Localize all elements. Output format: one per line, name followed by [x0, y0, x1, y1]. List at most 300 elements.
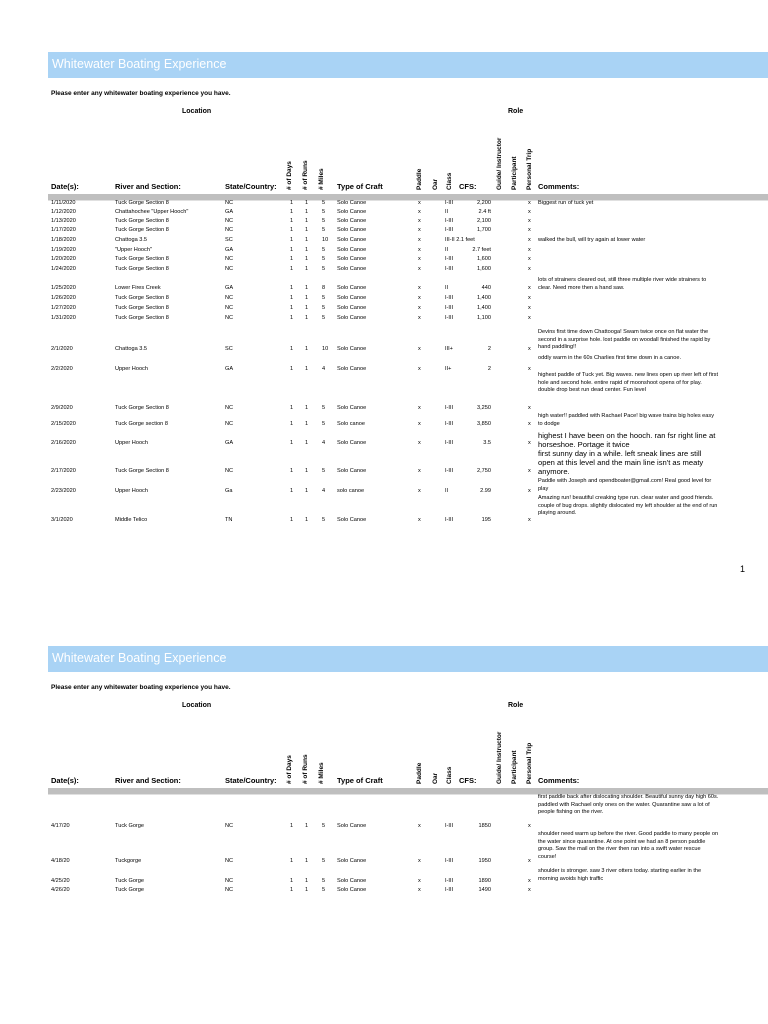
cell-runs: 1: [305, 887, 309, 893]
cell-days: 1: [290, 237, 294, 243]
cell-cfs: 1,600: [477, 266, 491, 272]
cell-date: 2/23/2020: [51, 488, 76, 494]
cell-personal-trip: x: [528, 218, 531, 224]
cell-craft: Solo Canoe: [337, 823, 367, 829]
header-miles: # Miles: [318, 762, 325, 784]
cell-craft: Solo Canoe: [337, 315, 367, 321]
cell-craft: Solo Canoe: [337, 209, 367, 215]
cell-paddle: x: [418, 405, 421, 411]
cell-runs: 1: [305, 878, 309, 884]
cell-river: Tuck Gorge Section 8: [115, 305, 169, 311]
cell-river: Tuck Gorge: [115, 887, 145, 893]
cell-miles: 5: [322, 256, 326, 262]
cell-paddle: x: [418, 247, 421, 253]
cell-date: 1/19/2020: [51, 247, 76, 253]
cell-days: 1: [290, 421, 294, 427]
cell-state: Ga: [225, 488, 233, 494]
cell-date: 2/15/2020: [51, 421, 76, 427]
header-paddle: Paddle: [416, 762, 423, 784]
cell-miles: 5: [322, 878, 326, 884]
cell-class: I-III: [445, 405, 454, 411]
cell-runs: 1: [305, 266, 309, 272]
cell-comment: Devins first time down Chattooga! Swam twice once on flat water the second in a surprise hole. lost paddle on woodall finished the rapid by hand paddling!!: [538, 329, 711, 351]
cell-days: 1: [290, 295, 294, 301]
cell-days: 1: [290, 517, 294, 523]
cell-river: "Upper Hooch": [115, 247, 152, 253]
cell-cfs: 1,600: [477, 256, 491, 262]
cell-runs: 1: [305, 366, 309, 372]
cell-days: 1: [290, 305, 294, 311]
cell-paddle: x: [418, 227, 421, 233]
cell-personal-trip: x: [528, 305, 531, 311]
cell-class: I-III: [445, 468, 454, 474]
cell-paddle: x: [418, 517, 421, 523]
header-comments: Comments:: [538, 182, 580, 191]
cell-class: I-III: [445, 305, 454, 311]
cell-date: 1/25/2020: [51, 285, 76, 291]
cell-comment: Paddle with Joseph and opendboater@gmail.com! Real good level for play: [538, 478, 712, 492]
cell-craft: Solo Canoe: [337, 237, 367, 243]
cell-runs: 1: [305, 315, 309, 321]
cell-paddle: x: [418, 315, 421, 321]
section-title: Whitewater Boating Experience: [52, 57, 227, 71]
cell-cfs: 1890: [478, 878, 491, 884]
cell-date: 2/17/2020: [51, 468, 76, 474]
header-craft: Type of Craft: [337, 776, 383, 785]
cell-days: 1: [290, 285, 294, 291]
cell-days: 1: [290, 315, 294, 321]
cell-personal-trip: x: [528, 285, 531, 291]
cell-runs: 1: [305, 227, 309, 233]
cell-miles: 8: [322, 285, 326, 291]
cell-paddle: x: [418, 200, 421, 206]
cell-days: 1: [290, 488, 294, 494]
cell-date: 1/17/2020: [51, 227, 76, 233]
cell-miles: 5: [322, 247, 326, 253]
cell-runs: 1: [305, 517, 309, 523]
cell-paddle: x: [418, 366, 421, 372]
cell-cfs: 2.4 ft: [478, 209, 491, 215]
cell-craft: Solo Canoe: [337, 405, 367, 411]
cell-craft: Solo Canoe: [337, 440, 367, 446]
cell-class: II: [445, 488, 449, 494]
cell-days: 1: [290, 256, 294, 262]
cell-class: III+: [445, 346, 453, 352]
cell-personal-trip: x: [528, 823, 531, 829]
cell-runs: 1: [305, 237, 309, 243]
cell-miles: 5: [322, 887, 326, 893]
cell-class: I-III: [445, 227, 454, 233]
cell-comment: Biggest run of tuck yet: [538, 200, 594, 206]
section-banner: [48, 646, 768, 672]
cell-river: Chattoga 3.5: [115, 237, 148, 243]
cell-craft: Solo Canoe: [337, 305, 367, 311]
cell-personal-trip: x: [528, 346, 531, 352]
header-state: State/Country:: [225, 182, 277, 191]
cell-craft: Solo Canoe: [337, 295, 367, 301]
cell-river: Tuck Gorge section 8: [115, 421, 168, 427]
cell-state: TN: [225, 517, 233, 523]
cell-class: I-III: [445, 421, 454, 427]
cell-state: NC: [225, 266, 234, 272]
cell-state: NC: [225, 315, 234, 321]
cell-craft: Solo Canoe: [337, 468, 367, 474]
cell-comment: first paddle back after dislocating shoulder. Beautiful sunny day high 60s. paddled with Rachael only ones on the water. Quarantine saw a lot of people fishing on the river.: [538, 794, 719, 816]
group-role: Role: [508, 108, 524, 115]
header-oar: Oar: [432, 772, 439, 784]
cell-state: NC: [225, 468, 234, 474]
cell-personal-trip: x: [528, 266, 531, 272]
cell-state: NC: [225, 823, 234, 829]
cell-cfs: 2,200: [477, 200, 491, 206]
cell-comment: walked the bull, will try again at lower water: [538, 237, 646, 243]
cell-paddle: x: [418, 305, 421, 311]
cell-date: 4/25/20: [51, 878, 70, 884]
cell-cfs: 440: [481, 285, 491, 291]
cell-river: Chattoga 3.5: [115, 346, 148, 352]
cell-runs: 1: [305, 305, 309, 311]
cell-class: I-III: [445, 200, 454, 206]
cell-class: III-II 2.1 feet: [445, 237, 475, 243]
cell-river: Tuck Gorge: [115, 823, 145, 829]
header-comments: Comments:: [538, 776, 580, 785]
cell-craft: Solo Canoe: [337, 256, 367, 262]
header-cfs: CFS:: [459, 182, 477, 191]
cell-river: Tuck Gorge Section 8: [115, 227, 169, 233]
header-guide: Guide/ Instructor: [496, 137, 503, 190]
cell-miles: 4: [322, 440, 326, 446]
cell-cfs: 2: [487, 366, 491, 372]
cell-river: Tuck Gorge Section 8: [115, 200, 169, 206]
cell-craft: Solo Canoe: [337, 517, 367, 523]
cell-craft: Solo Canoe: [337, 887, 367, 893]
cell-class: II: [445, 247, 449, 253]
cell-miles: 5: [322, 858, 326, 864]
cell-river: Tuckgorge: [115, 858, 142, 864]
header-personal: Personal Trip: [526, 148, 533, 190]
cell-class: II+: [445, 366, 452, 372]
cell-runs: 1: [305, 209, 309, 215]
cell-miles: 5: [322, 227, 326, 233]
cell-personal-trip: x: [528, 209, 531, 215]
cell-days: 1: [290, 346, 294, 352]
cell-date: 4/26/20: [51, 887, 70, 893]
cell-miles: 4: [322, 488, 326, 494]
cell-runs: 1: [305, 200, 309, 206]
cell-days: 1: [290, 878, 294, 884]
cell-days: 1: [290, 266, 294, 272]
cell-runs: 1: [305, 468, 309, 474]
section-banner: [48, 52, 768, 78]
cell-state: SC: [225, 346, 233, 352]
cell-date: 1/13/2020: [51, 218, 76, 224]
cell-craft: Solo Canoe: [337, 218, 367, 224]
cell-miles: 10: [322, 346, 329, 352]
cell-date: 1/26/2020: [51, 295, 76, 301]
cell-craft: Solo canoe: [337, 421, 365, 427]
cell-personal-trip: x: [528, 405, 531, 411]
cell-date: 2/2/2020: [51, 366, 73, 372]
cell-cfs: 195: [481, 517, 491, 523]
cell-paddle: x: [418, 878, 421, 884]
cell-river: Tuck Gorge Section 8: [115, 468, 169, 474]
cell-river: Tuck Gorge Section 8: [115, 266, 169, 272]
cell-personal-trip: x: [528, 488, 531, 494]
header-class: Class: [446, 172, 453, 190]
cell-class: I-III: [445, 858, 454, 864]
header-runs: # of Runs: [302, 754, 309, 784]
cell-date: 4/17/20: [51, 823, 70, 829]
cell-comment: highest paddle of Tuck yet. Big waves. new lines open up river left of first hole and second hole. entire rapid of moonshoot opens of for play. double drop best run dead center. Fun level: [538, 372, 719, 394]
cell-river: Lower Fires Creek: [115, 285, 161, 291]
header-date: Date(s):: [51, 776, 79, 785]
cell-days: 1: [290, 227, 294, 233]
cell-paddle: x: [418, 823, 421, 829]
cell-personal-trip: x: [528, 315, 531, 321]
cell-miles: 10: [322, 237, 329, 243]
cell-class: I-III: [445, 887, 454, 893]
header-date: Date(s):: [51, 182, 79, 191]
cell-personal-trip: x: [528, 468, 531, 474]
cell-personal-trip: x: [528, 421, 531, 427]
cell-craft: Solo Canoe: [337, 366, 367, 372]
cell-cfs: 1490: [478, 887, 491, 893]
cell-state: NC: [225, 858, 234, 864]
cell-runs: 1: [305, 488, 309, 494]
cell-craft: Solo Canoe: [337, 227, 367, 233]
cell-comment: shoulder is stronger. saw 3 river otters today. starting earlier in the morning avoids high traffic: [538, 868, 702, 882]
cell-comment: shoulder need warm up before the river. Good paddle to many people on the water since quarantine. At one point we had an 8 person paddle group. Saw the mail on the river then ran into a swift water rescue course!: [538, 831, 719, 860]
header-class: Class: [446, 766, 453, 784]
cell-craft: Solo Canoe: [337, 858, 367, 864]
cell-personal-trip: x: [528, 878, 531, 884]
cell-class: I-III: [445, 256, 454, 262]
cell-river: Upper Hooch: [115, 366, 148, 372]
cell-miles: 5: [322, 218, 326, 224]
cell-miles: 5: [322, 405, 326, 411]
header-river: River and Section:: [115, 776, 181, 785]
cell-state: SC: [225, 237, 233, 243]
header-paddle: Paddle: [416, 168, 423, 190]
cell-state: NC: [225, 421, 234, 427]
cell-comment: highest I have been on the hooch. ran fsr right line at horseshoe. Portage it twice: [538, 431, 716, 449]
cell-class: I-III: [445, 823, 454, 829]
cell-paddle: x: [418, 887, 421, 893]
cell-personal-trip: x: [528, 440, 531, 446]
header-miles: # Miles: [318, 168, 325, 190]
cell-craft: solo canoe: [337, 488, 365, 494]
cell-class: I-III: [445, 878, 454, 884]
cell-paddle: x: [418, 285, 421, 291]
cell-days: 1: [290, 468, 294, 474]
cell-river: Tuck Gorge Section 8: [115, 218, 169, 224]
cell-cfs: 1,100: [477, 315, 491, 321]
cell-class: I-III: [445, 295, 454, 301]
header-craft: Type of Craft: [337, 182, 383, 191]
cell-state: GA: [225, 285, 234, 291]
cell-river: Upper Hooch: [115, 488, 148, 494]
cell-personal-trip: x: [528, 517, 531, 523]
cell-state: NC: [225, 405, 234, 411]
cell-days: 1: [290, 209, 294, 215]
cell-runs: 1: [305, 858, 309, 864]
cell-miles: 5: [322, 517, 326, 523]
cell-cfs: 1,400: [477, 305, 491, 311]
cell-date: 3/1/2020: [51, 517, 73, 523]
cell-date: 1/31/2020: [51, 315, 76, 321]
cell-river: Tuck Gorge Section 8: [115, 405, 169, 411]
cell-personal-trip: x: [528, 295, 531, 301]
cell-state: GA: [225, 440, 234, 446]
cell-runs: 1: [305, 346, 309, 352]
cell-craft: Solo Canoe: [337, 878, 367, 884]
cell-comment: lots of strainers cleared out, still three multiple river wide strainers to clear. Need more then a hand saw.: [538, 277, 707, 291]
cell-date: 1/18/2020: [51, 237, 76, 243]
cell-runs: 1: [305, 405, 309, 411]
cell-personal-trip: x: [528, 256, 531, 262]
cell-miles: 5: [322, 295, 326, 301]
cell-days: 1: [290, 218, 294, 224]
cell-craft: Solo Canoe: [337, 247, 367, 253]
cell-paddle: x: [418, 440, 421, 446]
cell-state: NC: [225, 218, 234, 224]
cell-date: 4/18/20: [51, 858, 70, 864]
cell-runs: 1: [305, 247, 309, 253]
cell-paddle: x: [418, 421, 421, 427]
cell-personal-trip: x: [528, 227, 531, 233]
cell-river: Middle Telico: [115, 517, 148, 523]
group-location: Location: [182, 702, 212, 709]
cell-river: Tuck Gorge Section 8: [115, 315, 169, 321]
cell-personal-trip: x: [528, 887, 531, 893]
cell-comment: first sunny day in a while. left sneak lines are still open at this level and the main line isn't as meaty anymore.: [538, 449, 704, 476]
header-runs: # of Runs: [302, 160, 309, 190]
cell-personal-trip: x: [528, 200, 531, 206]
cell-cfs: 3,850: [477, 421, 491, 427]
cell-miles: 5: [322, 266, 326, 272]
header-river: River and Section:: [115, 182, 181, 191]
cell-paddle: x: [418, 237, 421, 243]
cell-paddle: x: [418, 488, 421, 494]
cell-runs: 1: [305, 285, 309, 291]
cell-days: 1: [290, 366, 294, 372]
group-role: Role: [508, 702, 524, 709]
cell-miles: 5: [322, 421, 326, 427]
cell-class: II: [445, 285, 449, 291]
cell-cfs: 1950: [478, 858, 491, 864]
cell-class: I-III: [445, 440, 454, 446]
cell-state: NC: [225, 256, 234, 262]
cell-paddle: x: [418, 468, 421, 474]
cell-river: Tuck Gorge Section 8: [115, 295, 169, 301]
cell-craft: Solo Canoe: [337, 346, 367, 352]
cell-comment: Amazing run! beautiful creaking type run. clear water and good friends. couple of bug drops. slightly dislocated my left shoulder at the end of run playing around.: [538, 495, 718, 517]
cell-paddle: x: [418, 266, 421, 272]
cell-date: 1/27/2020: [51, 305, 76, 311]
header-guide: Guide/ Instructor: [496, 731, 503, 784]
cell-date: 2/1/2020: [51, 346, 73, 352]
cell-class: I-III: [445, 517, 454, 523]
cell-miles: 5: [322, 305, 326, 311]
cell-state: NC: [225, 227, 234, 233]
cell-class: I-III: [445, 315, 454, 321]
group-location: Location: [182, 108, 212, 115]
cell-cfs: 3.5: [483, 440, 491, 446]
cell-river: Chattahochee "Upper Hooch": [115, 209, 189, 215]
cell-date: 2/9/2020: [51, 405, 73, 411]
section-title: Whitewater Boating Experience: [52, 651, 227, 665]
cell-state: NC: [225, 305, 234, 311]
cell-runs: 1: [305, 256, 309, 262]
cell-days: 1: [290, 247, 294, 253]
header-days: # of Days: [286, 161, 293, 190]
cell-state: NC: [225, 200, 234, 206]
cell-cfs: 3,250: [477, 405, 491, 411]
cell-craft: Solo Canoe: [337, 266, 367, 272]
cell-cfs: 2,100: [477, 218, 491, 224]
cell-runs: 1: [305, 218, 309, 224]
cell-cfs: 2.7 feet: [472, 247, 491, 253]
intro-text: Please enter any whitewater boating experience you have.: [51, 684, 231, 691]
cell-miles: 5: [322, 823, 326, 829]
cell-paddle: x: [418, 209, 421, 215]
cell-miles: 5: [322, 209, 326, 215]
cell-days: 1: [290, 858, 294, 864]
cell-runs: 1: [305, 823, 309, 829]
cell-river: Upper Hooch: [115, 440, 148, 446]
cell-paddle: x: [418, 858, 421, 864]
cell-personal-trip: x: [528, 237, 531, 243]
cell-days: 1: [290, 200, 294, 206]
cell-days: 1: [290, 440, 294, 446]
cell-comment: oddly warm in the 60s Charlies first time down in a canoe.: [538, 355, 682, 361]
cell-craft: Solo Canoe: [337, 285, 367, 291]
cell-paddle: x: [418, 346, 421, 352]
cell-comment: high water!! paddled with Rachael Pace! big wave trains big holes easy to dodge: [538, 413, 714, 427]
cell-state: NC: [225, 878, 234, 884]
cell-paddle: x: [418, 256, 421, 262]
cell-paddle: x: [418, 218, 421, 224]
cell-state: NC: [225, 295, 234, 301]
cell-miles: 5: [322, 315, 326, 321]
cell-date: 1/11/2020: [51, 200, 76, 206]
header-personal: Personal Trip: [526, 742, 533, 784]
cell-runs: 1: [305, 421, 309, 427]
cell-craft: Solo Canoe: [337, 200, 367, 206]
cell-date: 1/24/2020: [51, 266, 76, 272]
cell-state: GA: [225, 247, 234, 253]
header-state: State/Country:: [225, 776, 277, 785]
header-oar: Oar: [432, 178, 439, 190]
cell-days: 1: [290, 823, 294, 829]
cell-class: I-III: [445, 266, 454, 272]
cell-date: 1/20/2020: [51, 256, 76, 262]
cell-days: 1: [290, 887, 294, 893]
cell-cfs: 1,400: [477, 295, 491, 301]
cell-days: 1: [290, 405, 294, 411]
cell-date: 1/12/2020: [51, 209, 76, 215]
cell-cfs: 1850: [478, 823, 491, 829]
cell-cfs: 2: [487, 346, 491, 352]
cell-cfs: 1,700: [477, 227, 491, 233]
header-days: # of Days: [286, 755, 293, 784]
header-participant: Participant: [511, 156, 518, 190]
cell-personal-trip: x: [528, 247, 531, 253]
cell-river: Tuck Gorge Section 8: [115, 256, 169, 262]
cell-state: GA: [225, 366, 234, 372]
cell-miles: 5: [322, 200, 326, 206]
cell-date: 2/16/2020: [51, 440, 76, 446]
